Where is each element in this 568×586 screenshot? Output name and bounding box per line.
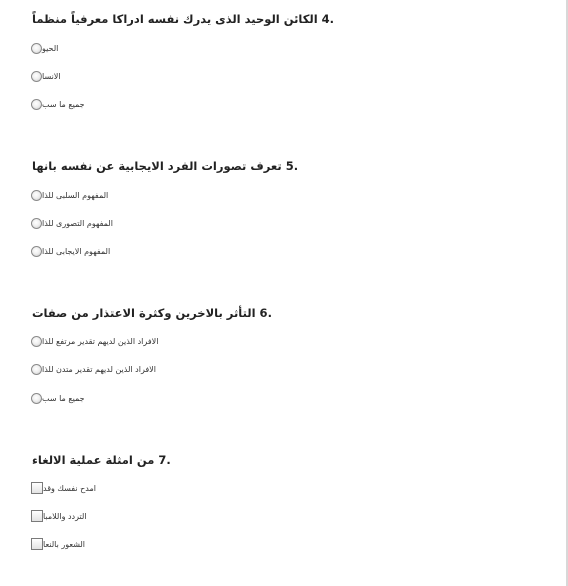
option-label: الافراد الذين لديهم تقدير مرتفع للذا bbox=[42, 336, 159, 346]
option-label: الافراد الذين لديهم تقدير متدن للذا bbox=[42, 364, 156, 374]
option-label: التردد واللامبا bbox=[43, 511, 87, 521]
answer-option[interactable] bbox=[31, 41, 58, 55]
option-label: الحيو bbox=[42, 43, 59, 53]
radio-button[interactable] bbox=[31, 246, 42, 257]
answer-option[interactable] bbox=[31, 216, 113, 230]
question-title: .7 من امثلة عملية الالغاء bbox=[32, 453, 171, 467]
question-title: .5 تعرف تصورات الفرد الايجابية عن نفسه بانها bbox=[32, 159, 299, 173]
option-label: جميع ما سب bbox=[42, 99, 85, 109]
option-label: الشعور بالنعا bbox=[43, 539, 86, 549]
answer-option[interactable] bbox=[31, 481, 96, 495]
option-label: امدح نفسك وقد bbox=[43, 483, 96, 493]
radio-button[interactable] bbox=[31, 99, 42, 110]
answer-option[interactable] bbox=[31, 362, 156, 376]
question-title: .4 الكائن الوحيد الذى يدرك نفسه ادراكا معرفياً منظماً bbox=[32, 12, 335, 26]
option-label: الانسا bbox=[42, 71, 61, 81]
radio-button[interactable] bbox=[31, 43, 42, 54]
radio-button[interactable] bbox=[31, 393, 42, 404]
checkbox[interactable] bbox=[31, 538, 43, 550]
radio-button[interactable] bbox=[31, 71, 42, 82]
answer-option[interactable] bbox=[31, 69, 61, 83]
radio-button[interactable] bbox=[31, 190, 42, 201]
question-title: .6 التأثر بالاخرين وكثرة الاعتذار من صفات bbox=[32, 306, 272, 320]
checkbox[interactable] bbox=[31, 482, 43, 494]
answer-option[interactable] bbox=[31, 334, 158, 348]
answer-option[interactable] bbox=[31, 244, 110, 258]
option-label: المفهوم التصورى للذا bbox=[42, 218, 113, 228]
radio-button[interactable] bbox=[31, 218, 42, 229]
answer-option[interactable] bbox=[31, 188, 108, 202]
answer-option[interactable] bbox=[31, 537, 85, 551]
option-label: جميع ما سب bbox=[42, 393, 85, 403]
option-label: المفهوم السلبى للذا bbox=[42, 190, 109, 200]
option-label: المفهوم الايجابى للذا bbox=[42, 246, 111, 256]
radio-button[interactable] bbox=[31, 364, 42, 375]
answer-option[interactable] bbox=[31, 97, 85, 111]
answer-option[interactable] bbox=[31, 509, 87, 523]
checkbox[interactable] bbox=[31, 510, 43, 522]
answer-option[interactable] bbox=[31, 391, 85, 405]
radio-button[interactable] bbox=[31, 336, 42, 347]
